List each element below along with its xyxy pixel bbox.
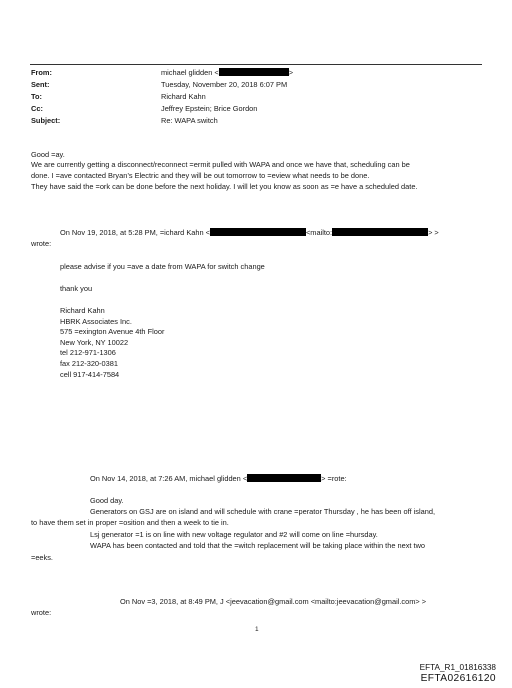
- body-line-3: They have said the =ork can be done before the next holiday. I will let you know as soon as =e have a scheduled date.: [31, 182, 418, 191]
- footer-id-2: EFTA02616120: [420, 673, 496, 684]
- quote2-line-2: to have them set in proper =osition and then a week to tie in.: [31, 518, 229, 527]
- quote1-mailto: <mailto:: [305, 228, 333, 237]
- quote3-attribution: On Nov =3, 2018, at 8:49 PM, J <jeevacation@gmail.com <mailto:jeevacation@gmail.com> >: [120, 597, 427, 606]
- quote3-wrote: wrote:: [31, 608, 52, 617]
- signature-line: cell 917-414-7584: [60, 369, 120, 379]
- quote1-wrote: wrote:: [31, 239, 52, 248]
- quote1-message: please advise if you =ave a date from WAPA for switch change: [60, 262, 265, 271]
- subject-label: Subject:: [31, 116, 61, 125]
- cc-label: Cc:: [31, 104, 43, 113]
- quote1-end: > >: [428, 228, 439, 237]
- redacted-email: [247, 474, 321, 482]
- quote2-line-1: Generators on GSJ are on island and will schedule with crane =perator Thursday , he has been off island,: [90, 507, 436, 516]
- signature-line: New York, NY 10022: [60, 337, 129, 347]
- signature-block: [60, 306, 164, 380]
- quote2-line-5: =eeks.: [31, 553, 53, 562]
- to-value: Richard Kahn: [161, 92, 206, 101]
- from-value: [161, 68, 293, 77]
- from-value-suffix: >: [288, 68, 294, 77]
- redacted-email: [210, 228, 306, 236]
- quote2-line-3: Lsj generator =1 is on line with new voltage regulator and #2 will come on line =hursday.: [90, 530, 378, 539]
- body-line-1: We are currently getting a disconnect/reconnect =ermit pulled with WAPA and once we have that, scheduling can be: [31, 160, 410, 169]
- redacted-email: [219, 68, 289, 76]
- quote2-wrote: > =rote:: [321, 474, 347, 483]
- header-top-rule: [30, 64, 482, 65]
- cc-value: Jeffrey Epstein; Brice Gordon: [161, 104, 258, 113]
- redacted-email: [332, 228, 428, 236]
- sent-label: Sent:: [31, 80, 50, 89]
- subject-value: Re: WAPA switch: [161, 116, 218, 125]
- quote1-attribution-text: On Nov 19, 2018, at 5:28 PM, =ichard Kahn <: [60, 228, 210, 237]
- signature-line: HBRK Associates Inc.: [60, 316, 132, 326]
- signature-line: fax 212-320-0381: [60, 358, 118, 368]
- quote2-greeting: Good day.: [90, 496, 124, 505]
- quote1-attribution: [60, 228, 439, 237]
- signature-line: 575 =exington Avenue 4th Floor: [60, 327, 165, 337]
- quote1-thanks: thank you: [60, 284, 93, 293]
- page-number: 1: [255, 626, 259, 633]
- quote2-attribution-text: On Nov 14, 2018, at 7:26 AM, michael glidden <: [90, 474, 248, 483]
- footer-id-1: EFTA_R1_01816338: [419, 663, 496, 672]
- sent-value: Tuesday, November 20, 2018 6:07 PM: [161, 80, 288, 89]
- quote2-line-4: WAPA has been contacted and told that the =witch replacement will be taking place within the next two: [90, 541, 426, 550]
- from-label: From:: [31, 68, 52, 77]
- body-line-2: done. I =ave contacted Bryan’s Electric and they will be out tomorrow to =eview what needs to be done.: [31, 171, 370, 180]
- signature-line: Richard Kahn: [60, 306, 105, 315]
- signature-line: tel 212-971-1306: [60, 348, 116, 358]
- quote2-attribution: [90, 474, 347, 483]
- from-sender-name: michael glidden <: [161, 68, 219, 77]
- body-greeting: Good =ay.: [31, 150, 65, 159]
- to-label: To:: [31, 92, 42, 101]
